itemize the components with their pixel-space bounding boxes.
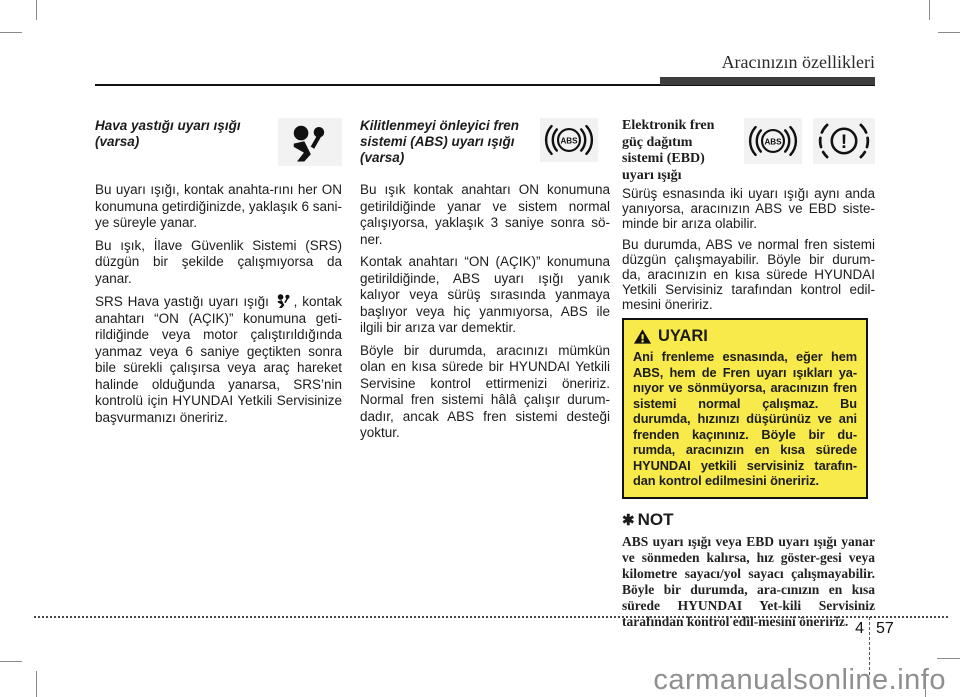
- crop-mark: [0, 32, 22, 33]
- warning-title-text: UYARI: [658, 327, 708, 345]
- crop-mark: [938, 32, 960, 33]
- header-rule-accent: [660, 77, 875, 85]
- ebd-paragraph: Bu durumda, ABS ve normal fren sistemi düzgün çalışmayabilir. Böyle bir durum-da, aracınızın en kısa sürede HYUNDAI Yetkili Servisiniz tarafından kontrol edil-mesini öneririz.: [622, 237, 875, 312]
- brake-warning-icon: [813, 118, 875, 164]
- crop-mark: [929, 0, 930, 20]
- note-body: ABS uyarı ışığı veya EBD uyarı ışığı yanar ve sönmeden kalırsa, hız göster-gesi veya kilometre sayacı/yol sayacı çalışmayabilir. Böyle bir durumda, ara-cınızın en kısa sürede HYUNDAI Yet-kili Servisiniz tarafından kontrol edil-mesini öneririz.: [622, 533, 875, 629]
- abs-warning-icon: [540, 118, 598, 162]
- abs-section-heading: Kilitlenmeyi önleyici fren sistemi (ABS) uyarı ışığı (varsa): [360, 118, 520, 165]
- abs-icon-label: ABS: [764, 137, 782, 147]
- section-airbag-warning-light: [95, 118, 342, 432]
- note-title-text: NOT: [637, 509, 674, 529]
- airbag-paragraph: Bu uyarı ışığı, kontak anahta-rını her ON konumuna getirdiğinizde, yaklaşık 6 sani-ye süreyle yanar.: [95, 182, 342, 230]
- footer-divider: [34, 616, 948, 618]
- page-header-title: Aracınızın özellikleri: [721, 52, 875, 72]
- crop-mark: [36, 0, 37, 20]
- section-ebd-warning-light: [622, 118, 875, 630]
- warning-triangle-icon: [633, 328, 652, 345]
- crop-mark: [36, 671, 37, 697]
- abs-paragraph: Böyle bir durumda, aracınızı mümkün olan en kısa sürede bir HYUNDAI Yetkili Servisine kontrol ettirmenizi öneririz. Normal fren sistemi hâlâ çalışır durum-dadır, ancak ABS fren sistemi desteği yoktur.: [360, 342, 610, 440]
- abs-warning-icon: [744, 118, 802, 164]
- airbag-warning-icon: [278, 118, 342, 166]
- page-number: 57: [876, 620, 894, 637]
- abs-paragraph: Kontak anahtarı “ON (AÇIK)” konumuna getirildiğinde, ABS uyarı ışığı yanık kalıyor veya sürüş sırasında yanmaya başlıyor veya hiç yanmıyorsa, ABS ile ilgili bir arıza var demektir.: [360, 254, 610, 335]
- airbag-paragraph: [95, 293, 342, 426]
- note-asterisk-icon: ✱: [622, 511, 635, 529]
- note-title: [622, 510, 875, 530]
- section-abs-warning-light: [360, 118, 610, 448]
- ebd-section-heading: Elektronik fren güç dağıtım sistemi (EBD) uyarı ışığı: [622, 118, 715, 183]
- chapter-number: 4: [855, 620, 864, 637]
- airbag-section-heading: Hava yastığı uyarı ışığı (varsa): [95, 118, 241, 149]
- ebd-paragraph: Sürüş esnasında iki uyarı ışığı aynı anda yanıyorsa, aracınızın ABS ve EBD siste-minde bir arıza olabilir.: [622, 186, 875, 231]
- watermark: carmanualsonline.info: [653, 664, 946, 696]
- warning-box-title: [633, 327, 857, 346]
- abs-paragraph: Bu ışık kontak anahtarı ON konumuna getirildiğinde yanar ve sistem normal çalışıyorsa, yaklaşık 3 saniye sonra sö-ner.: [360, 182, 610, 247]
- warning-box: [622, 318, 868, 499]
- airbag-paragraph-text: SRS Hava yastığı uyarı ışığı: [95, 294, 274, 309]
- brake-icon-exclamation: !: [840, 131, 848, 154]
- airbag-paragraph-text: , kontak anahtarı “ON (AÇIK)” konumuna geti-rildiğinde veya motor çalıştırıldığında yanmaz veya 6 saniye geçtikten sonra bile sürekli çalışırsa veya araç hareket halinde olduğunda yanarsa, SRS’nin kontrolü için HYUNDAI Yetkili Servisinize başvurmanızı öneririz.: [95, 294, 342, 425]
- crop-mark: [937, 658, 960, 659]
- airbag-paragraph: Bu ışık, İlave Güvenlik Sistemi (SRS) düzgün bir şekilde çalışmıyorsa da yanar.: [95, 237, 342, 286]
- note-section: [622, 510, 875, 630]
- crop-mark: [0, 661, 22, 662]
- airbag-inline-icon: [274, 293, 294, 308]
- abs-icon-label: ABS: [560, 136, 578, 146]
- warning-box-body: Ani frenleme esnasında, eğer hem ABS, hem de Fren uyarı ışıkları ya-nıyor ve sönmüyorsa, aracınızın fren sistemi normal çalışmaz. Bu durumda, hızınızı düşürünüz ve ani frenden kaçınınız. Böyle bir du-rumda, aracınızın en kısa sürede HYUNDAI yetkili servisiniz tarafın-dan kontrol edilmesini öneririz.: [633, 349, 857, 488]
